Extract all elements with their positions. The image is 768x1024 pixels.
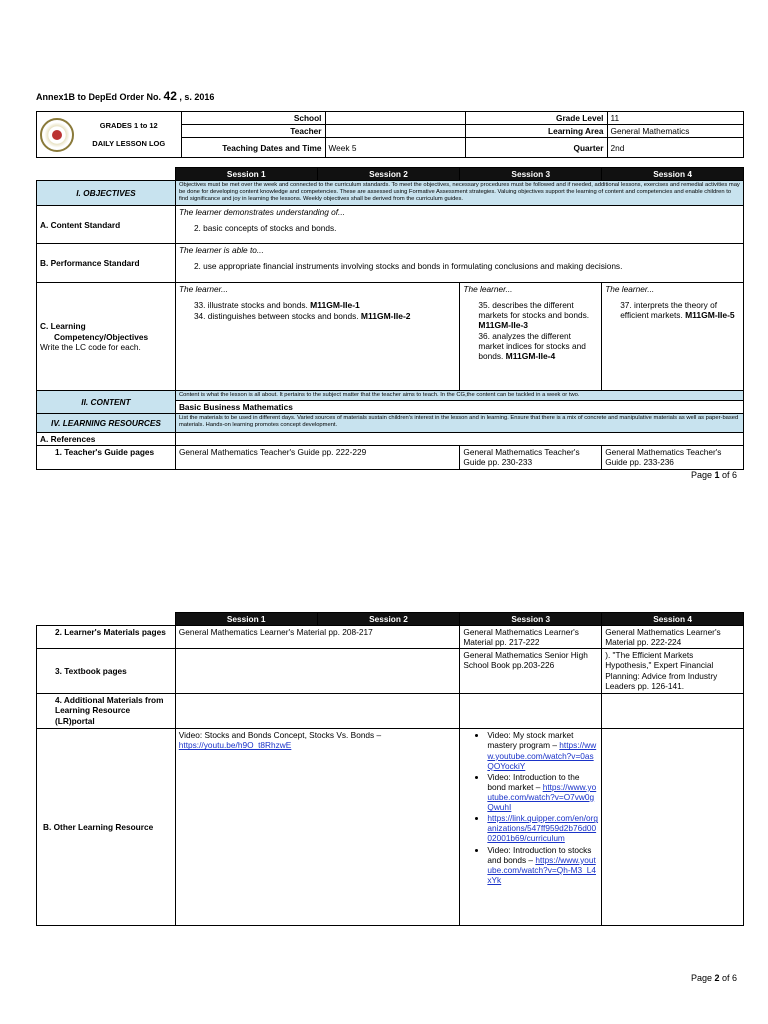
school-label: School — [181, 112, 325, 125]
lc-code: M11GM-IIe-1 — [310, 300, 360, 311]
textbook-session-4: ). "The Efficient Markets Hypothesis," Expert Financial Planning: Advice from Industry Leaders pp. 126-141. — [602, 649, 744, 694]
teachers-guide-session-3: General Mathematics Teacher's Guide pp. 230-233 — [460, 446, 602, 470]
quipper-link[interactable]: https://link.quipper.com/en/organizations/547ff959d2b76d0002001b69/curriculum — [487, 813, 599, 844]
teachers-guide-session-4: General Mathematics Teacher's Guide pp. 233-236 — [602, 446, 744, 470]
session-1-header: Session 1 — [175, 613, 317, 626]
session-2-header: Session 2 — [317, 168, 460, 181]
other-resources-session-1-2: Video: Stocks and Bonds Concept, Stocks Vs. Bonds – https://youtu.be/h9O_t8RhzwE — [175, 729, 460, 926]
deped-seal-icon — [40, 118, 74, 152]
learners-materials-label: 2. Learner's Materials pages — [37, 626, 176, 649]
teaching-dates-label: Teaching Dates and Time — [181, 138, 325, 158]
lc-code: M11GM-IIe-4 — [505, 351, 556, 362]
page-number-2: Page 2 of 6 — [690, 973, 737, 983]
content-label: II. CONTENT — [37, 391, 176, 414]
additional-materials-label: 4. Additional Materials from Learning Resource (LR)portal — [37, 694, 176, 729]
content-standard-cell: The learner demonstrates understanding of... 2. basic concepts of stocks and bonds. — [175, 206, 743, 244]
youtube-link[interactable]: https://www.youtube.com/watch?v=0asQOYockiY — [487, 740, 597, 771]
learning-area-value: General Mathematics — [607, 125, 744, 138]
learners-materials-session-3: General Mathematics Learner's Material pp. 217-222 — [460, 626, 602, 649]
session-2-header: Session 2 — [317, 613, 460, 626]
content-note: Content is what the lesson is all about. It pertains to the subject matter that the teacher aims to teach. In the CG,the content can be tackled in a week or two. — [175, 391, 743, 401]
quarter-label: Quarter — [465, 138, 607, 158]
lesson-table-page-1 — [36, 167, 744, 470]
teachers-guide-label: 1. Teacher's Guide pages — [37, 446, 176, 470]
teacher-value — [325, 125, 465, 138]
school-value — [325, 112, 465, 125]
performance-standard-cell: The learner is able to... 2. use appropriate financial instruments involving stocks and bonds in formulating conclusions and making decisions. — [175, 244, 743, 283]
resource-list — [463, 730, 598, 885]
learners-materials-session-4: General Mathematics Learner's Material pp. 222-224 — [602, 626, 744, 649]
daily-lesson-log-label: DAILY LESSON LOG — [92, 138, 166, 148]
grade-level-value: 11 — [607, 112, 744, 125]
other-resources-label: B. Other Learning Resource — [37, 729, 176, 926]
learners-materials-session-1-2: General Mathematics Learner's Material pp. 208-217 — [175, 626, 460, 649]
youtube-link[interactable]: https://youtu.be/h9O_t8RhzwE — [178, 740, 292, 751]
quarter-value: 2nd — [607, 138, 744, 158]
competency-session-4: The learner... 37. interprets the theory of efficient markets. M11GM-IIe-5 — [602, 283, 744, 391]
textbook-session-1-2 — [175, 649, 460, 694]
list-item: • Video: Introduction to stocks and bonds – https://www.youtube.com/watch?v=Qh-M3_L4xYk — [487, 845, 598, 885]
annex-reference: Annex1B to DepEd Order No. 42 , s. 2016 — [36, 89, 215, 103]
lc-code: M11GM-IIe-2 — [360, 310, 411, 321]
textbook-label: 3. Textbook pages — [37, 649, 176, 694]
order-number: 42 — [163, 89, 177, 103]
session-4-header: Session 4 — [602, 168, 744, 181]
header-table — [36, 111, 744, 158]
list-item — [487, 813, 598, 843]
other-resources-session-3 — [460, 729, 602, 926]
youtube-link[interactable]: https://www.youtube.com/watch?v=Qh-M3_L4xYk — [487, 854, 596, 885]
youtube-link[interactable]: https://www.youtube.com/watch?v=O7vw0gQwuhI — [487, 781, 597, 813]
competency-session-1-2: The learner... 33. illustrate stocks and bonds. M11GM-IIe-1 34. distinguishes between stocks and bonds. M11GM-IIe-2 — [175, 283, 459, 391]
list-item: • Video: Introduction to the bond market – https://www.youtube.com/watch?v=O7vw0gQwuhI — [487, 772, 598, 812]
textbook-session-3: General Mathematics Senior High School Book pp.203-226 — [460, 649, 602, 694]
competency-label: C. Learning Competency/Objectives Write the LC code for each. — [37, 283, 176, 391]
learning-resources-label: IV. LEARNING RESOURCES — [37, 414, 176, 433]
lesson-table-page-2 — [36, 612, 744, 926]
list-item: • Video: My stock market mastery program – https://www.youtube.com/watch?v=0asQOYockiY — [487, 730, 598, 770]
references-label: A. References — [37, 433, 176, 446]
teaching-dates-value: Week 5 — [325, 138, 465, 158]
performance-standard-label: B. Performance Standard — [37, 244, 176, 283]
grades-label: GRADES 1 to 12 — [99, 120, 158, 130]
competency-session-3: The learner... 35. describes the different markets for stocks and bonds. M11GM-IIe-3 36. analyzes the different market indices for stocks and bonds. M11GM-IIe-4 — [460, 283, 602, 391]
objectives-note: Objectives must be met over the week and connected to the curriculum standards. To meet the objectives, necessary procedures must be followed and if needed, additional lessons, exercises and remedial activities may be done for developing content knowledge and competencies. These are assessed using Formative Assessment strategies. Valuing objectives support the learning of content and competencies and enable children to find significance and joy in learning the lessons. Weekly objectives shall be derived from the curriculum guides. — [175, 181, 743, 206]
session-4-header: Session 4 — [602, 613, 744, 626]
teachers-guide-session-1-2: General Mathematics Teacher's Guide pp. 222-229 — [175, 446, 459, 470]
lc-code: M11GM-IIe-3 — [478, 320, 529, 331]
learning-area-label: Learning Area — [465, 125, 607, 138]
page-number-1: Page 1 of 6 — [690, 470, 737, 480]
teacher-label: Teacher — [181, 125, 325, 138]
lc-code: M11GM-IIe-5 — [685, 310, 735, 321]
content-title: Basic Business Mathematics — [175, 401, 743, 414]
session-3-header: Session 3 — [460, 613, 602, 626]
session-1-header: Session 1 — [175, 168, 317, 181]
learning-resources-note: List the materials to be used in different days. Varied sources of materials sustain children's interest in the lesson and in learning. Ensure that there is a mix of concrete and manipulative materials as well as paper-based materials. Hands-on learning promotes concept development. — [175, 414, 743, 433]
session-3-header: Session 3 — [460, 168, 602, 181]
content-standard-label: A. Content Standard — [37, 206, 176, 244]
grade-level-label: Grade Level — [465, 112, 607, 125]
objectives-label: I. OBJECTIVES — [37, 181, 176, 206]
